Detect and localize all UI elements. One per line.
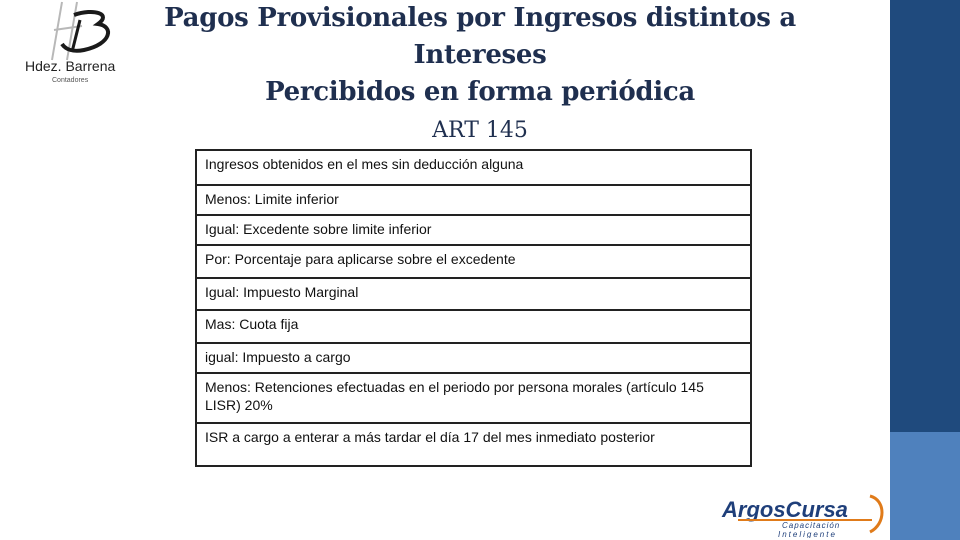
table-row: igual: Impuesto a cargo: [197, 344, 750, 374]
logo-tagline: Contadores: [52, 77, 89, 84]
table-row: Mas: Cuota fija: [197, 311, 750, 344]
sidebar-light-band: [890, 432, 960, 540]
table-row: Menos: Limite inferior: [197, 186, 750, 216]
brand-line-2: Inteligente: [778, 530, 837, 538]
brand-name: ArgosCursa: [722, 497, 848, 522]
title-line-3: Percibidos en forma periódica: [265, 77, 695, 107]
title-line-2: Intereses: [413, 40, 547, 70]
table-row: Igual: Excedente sobre limite inferior: [197, 216, 750, 246]
table-row: Ingresos obtenidos en el mes sin deducción alguna: [197, 151, 750, 186]
brand-line-1: Capacitación: [782, 521, 841, 530]
table-row: ISR a cargo a enterar a más tardar el día 17 del mes inmediato posterior: [205, 429, 655, 445]
title-line-1: Pagos Provisionales por Ingresos distintos a: [164, 3, 796, 33]
logo-name: Hdez. Barrena: [25, 58, 116, 74]
table-row: Igual: Impuesto Marginal: [197, 279, 750, 311]
sidebar-dark-band: [890, 0, 960, 432]
hdez-barrena-logo: [22, 0, 132, 90]
table-row: Por: Porcentaje para aplicarse sobre el excedente: [197, 246, 750, 279]
calculation-table: [195, 149, 752, 467]
table-row: Menos: Retenciones efectuadas en el periodo por persona morales (artículo 145 LISR) 20%: [197, 374, 750, 424]
argoscursa-logo: [720, 490, 890, 538]
page-title: [130, 0, 830, 111]
page-subtitle: ART 145: [432, 118, 528, 143]
